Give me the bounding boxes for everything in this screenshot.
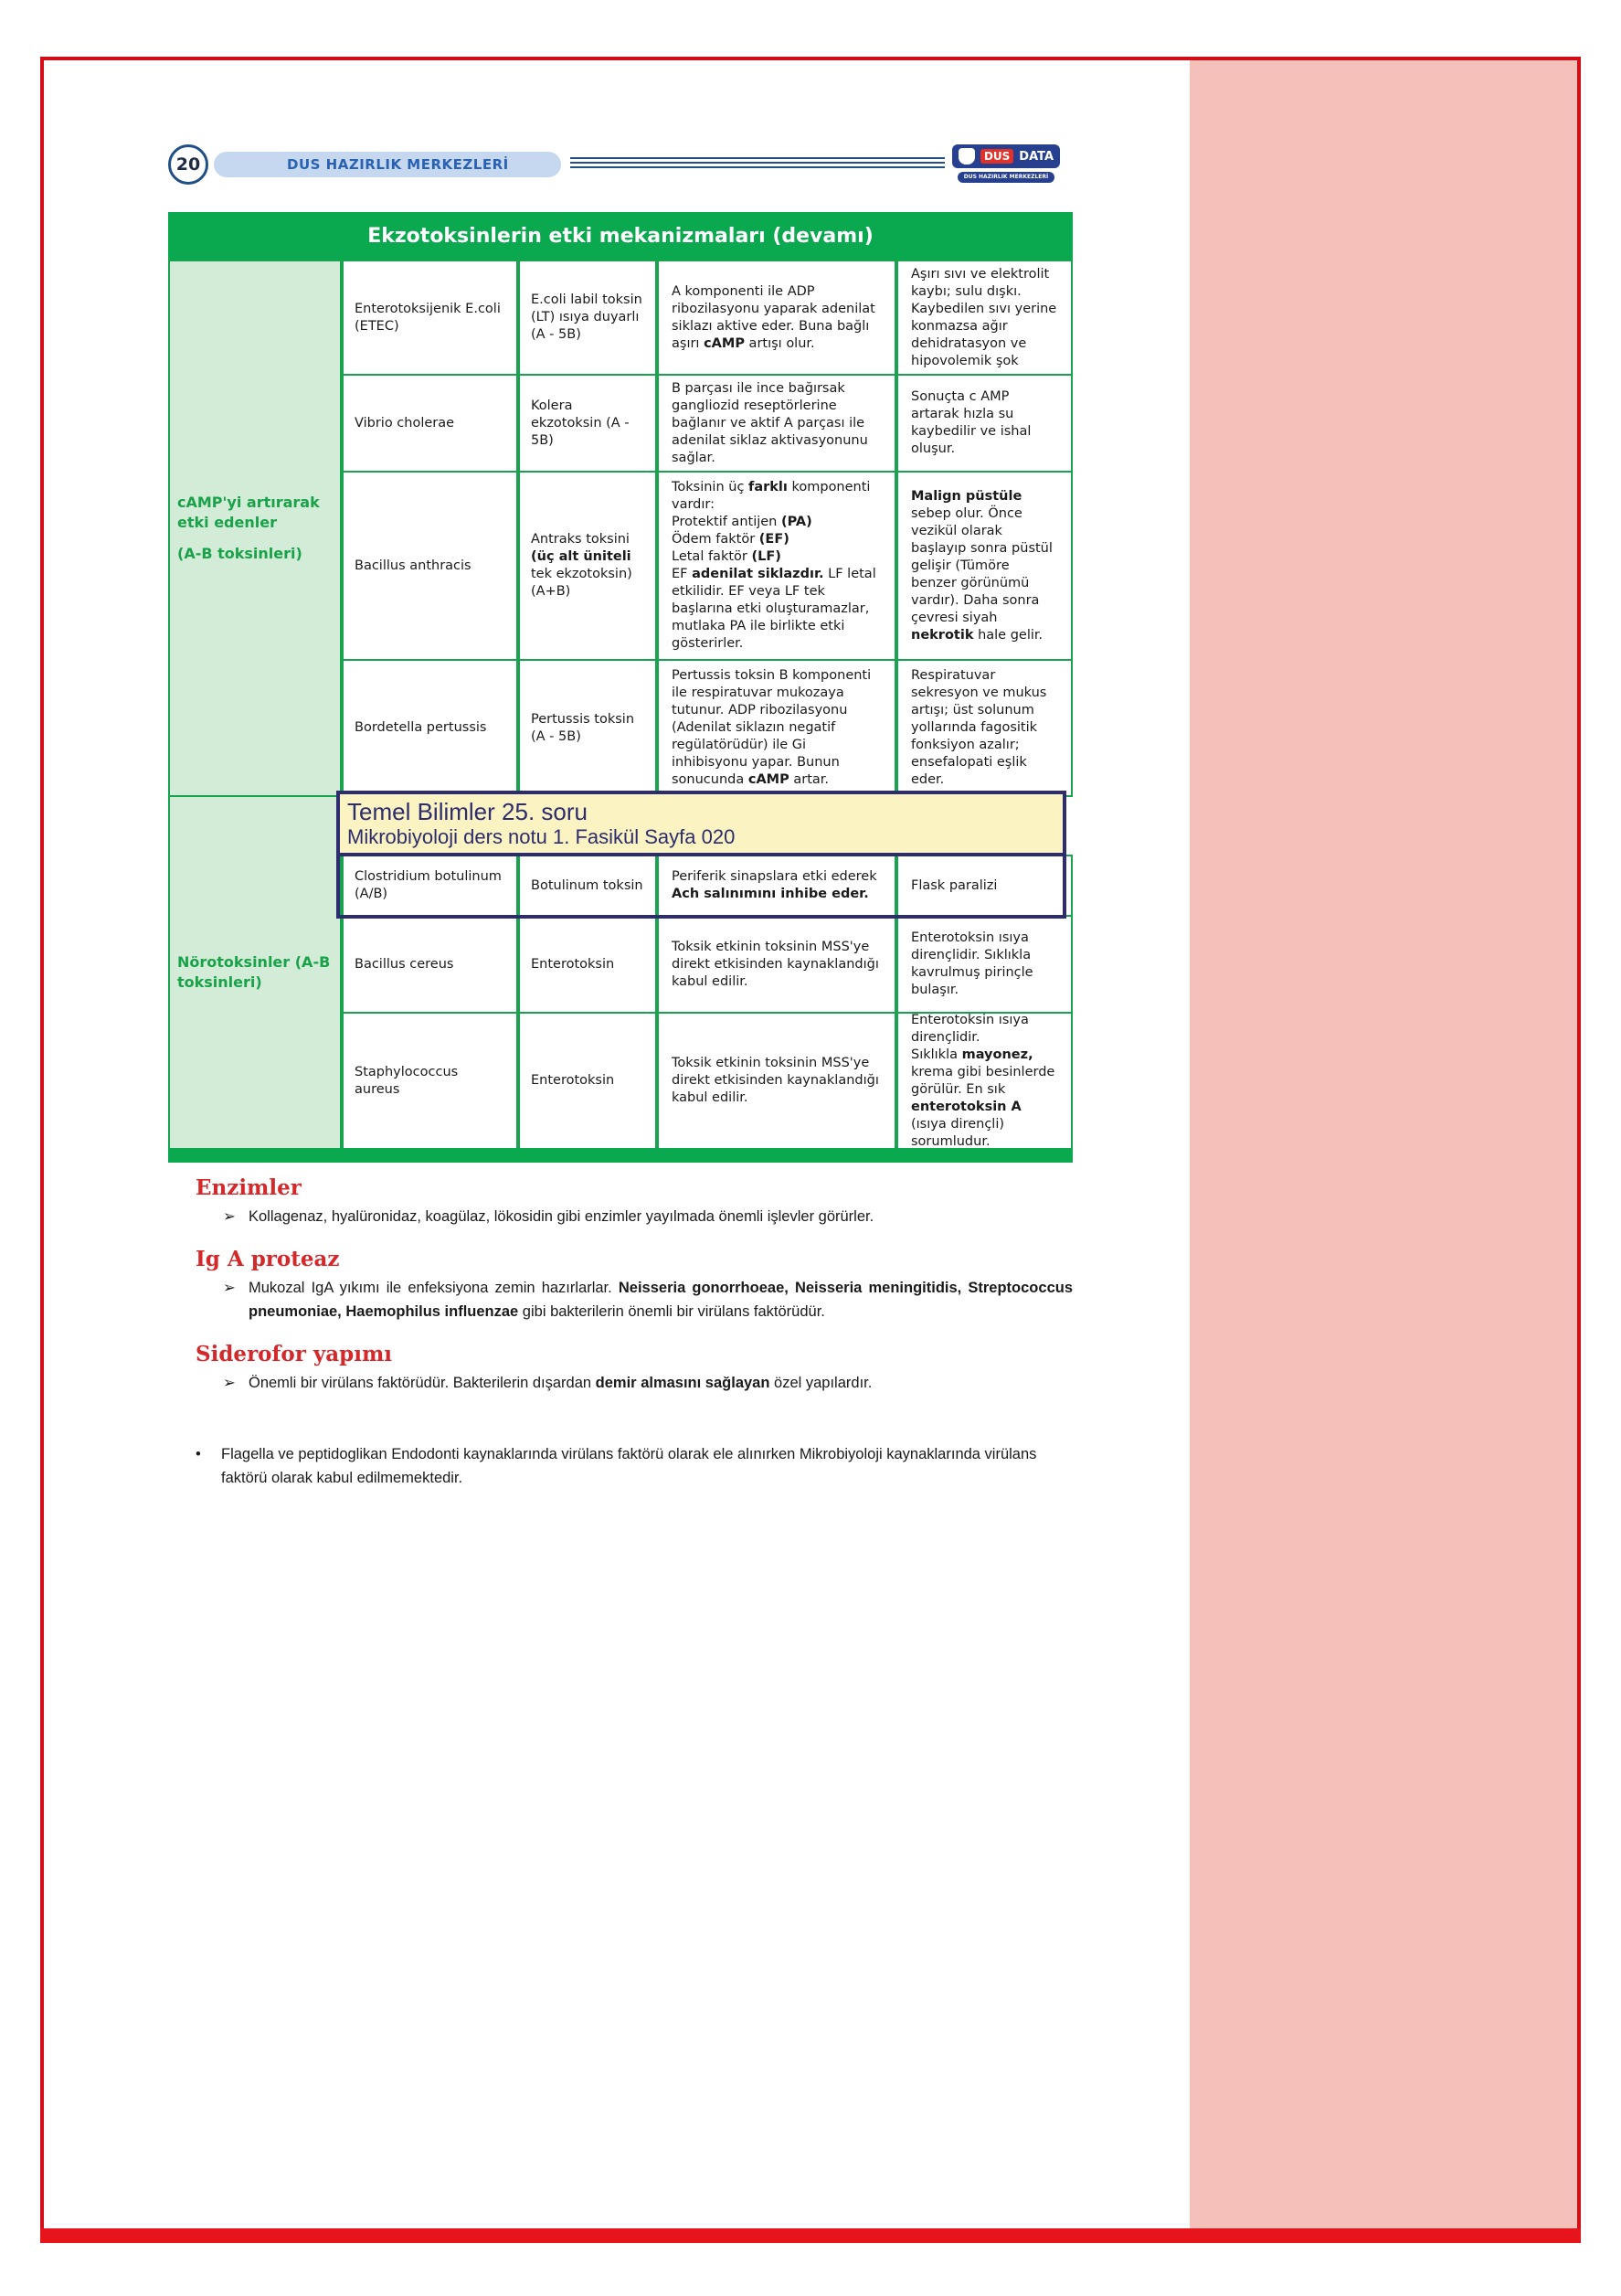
bullet-siderofor: ➢ Önemli bir virülans faktörüdür. Bakterilerin dışardan demir almasını sağlayan özel yapılardır. <box>223 1371 1073 1395</box>
table-row-6-toxin: Enterotoksin <box>518 915 657 1014</box>
table-row-4-effect: Respiratuvar sekresyon ve mukus artışı; üst solunum yollarında fagositik fonksiyon azalır; ensefalopati eşlik eder. <box>896 659 1073 797</box>
page-frame-bottom-bar <box>40 2228 1581 2243</box>
note-flagella: • Flagella ve peptidoglikan Endodonti kaynaklarında virülans faktörü olarak ele alınırken Mikrobiyoloji kaynaklarında virülans faktörü olarak kabul edilmemektedir. <box>196 1442 1073 1490</box>
logo-data: DATA <box>1019 149 1054 164</box>
table-row-5-mechanism: Periferik sinapslara etki ederek Ach salınımını inhibe eder. <box>657 855 896 917</box>
tooth-icon <box>959 148 975 165</box>
table-title: Ekzotoksinlerin etki mekanizmaları (devamı) <box>168 212 1073 260</box>
bullet-enzimler: ➢ Kollagenaz, hyalüronidaz, koagülaz, lökosidin gibi enzimler yayılmada önemli işlevler görürler. <box>223 1205 1073 1228</box>
category-camp <box>168 260 342 797</box>
category-neurotoxins-label: Nörotoksinler (A-B toksinleri) <box>177 953 331 991</box>
table-row-5-organism: Clostridium botulinum (A/B) <box>342 855 518 917</box>
table-row-2-mechanism: B parçası ile ince bağırsak gangliozid reseptörlerine bağlanır ve aktif A parçası ile adenilat siklaz aktivasyonunu sağlar. <box>657 374 896 473</box>
table-row-6-mechanism: Toksik etkinin toksinin MSS'ye direkt etkisinden kaynaklandığı kabul edilir. <box>657 915 896 1014</box>
category-camp-label: cAMP'yi artırarak etki edenler <box>177 494 320 531</box>
arrow-bullet-icon: ➢ <box>223 1280 236 1296</box>
logo-dus: DUS <box>980 149 1013 164</box>
table-row-2-effect: Sonuçta c AMP artarak hızla su kaybedilir ve ishal oluşur. <box>896 374 1073 473</box>
page-number: 20 <box>168 144 208 185</box>
category-camp-sublabel: (A-B toksinleri) <box>177 545 302 562</box>
table-row-7-mechanism: Toksik etkinin toksinin MSS'ye direkt etkisinden kaynaklandığı kabul edilir. <box>657 1012 896 1150</box>
table-row-4-toxin: Pertussis toksin (A - 5B) <box>518 659 657 797</box>
table-row-2-toxin: Kolera ekzotoksin (A - 5B) <box>518 374 657 473</box>
dusdata-logo <box>952 144 1062 186</box>
table-row-3-organism: Bacillus anthracis <box>342 471 518 661</box>
table-bottom-bar <box>168 1148 1073 1163</box>
dot-bullet-icon: • <box>196 1446 201 1462</box>
table-row-1-toxin: E.coli labil toksin (LT) ısıya duyarlı (A - 5B) <box>518 260 657 376</box>
table-row-7-organism: Staphylococcus aureus <box>342 1012 518 1150</box>
arrow-bullet-icon: ➢ <box>223 1375 236 1391</box>
table-row-3-effect: Malign püstüle sebep olur. Önce vezikül olarak başlayıp sonra püstül gelişir (Tümöre benzer görünümü vardır). Daha sonra çevresi siyah nekrotik hale gelir. <box>896 471 1073 661</box>
bullet-iga: ➢ Mukozal IgA yıkımı ile enfeksiyona zemin hazırlarlar. Neisseria gonorrhoeae, Neisseria meningitidis, Streptococcus pneumoniae, Haemophilus influenzae gibi bakterilerin önemli bir virülans faktörüdür. <box>223 1276 1073 1323</box>
table-row-5-effect: Flask paralizi <box>896 855 1073 917</box>
table-row-6-effect: Enterotoksin ısıya dirençlidir. Sıklıkla kavrulmuş pirinçle bulaşır. <box>896 915 1073 1014</box>
section-title-enzimler: Enzimler <box>196 1175 302 1200</box>
table-row-4-organism: Bordetella pertussis <box>342 659 518 797</box>
section-title-iga: Ig A proteaz <box>196 1247 340 1271</box>
table-row-3-mechanism: Toksinin üç farklı komponenti vardır: Protektif antijen (PA) Ödem faktör (EF) Letal faktör (LF) EF adenilat siklazdır. LF letal etkilidir. EF veya LF tek başlarına etki oluşturamazlar, mutlaka PA ile birlikte etki gösterirler. <box>657 471 896 661</box>
arrow-bullet-icon: ➢ <box>223 1208 236 1225</box>
annotation-line-1: Temel Bilimler 25. soru <box>347 798 588 825</box>
table-row-5-toxin: Botulinum toksin <box>518 855 657 917</box>
table-row-7-effect: Enterotoksin ısıya dirençlidir. Sıklıkla mayonez, krema gibi besinlerde görülür. En sık enterotoksin A (ısıya dirençli) sorumludur. <box>896 1012 1073 1150</box>
header-rule-lines <box>570 157 945 170</box>
table-row-2-organism: Vibrio cholerae <box>342 374 518 473</box>
table-row-3-toxin: Antraks toksini (üç alt üniteli tek ekzotoksin) (A+B) <box>518 471 657 661</box>
page-header <box>168 144 1073 186</box>
section-title-siderofor: Siderofor yapımı <box>196 1342 393 1366</box>
table-row-1-effect: Aşırı sıvı ve elektrolit kaybı; sulu dışkı. Kaybedilen sıvı yerine konmazsa ağır dehidratasyon ve hipovolemik şok <box>896 260 1073 376</box>
annotation-overlay <box>336 791 1066 856</box>
logo-subtitle: DUS HAZIRLIK MERKEZLERİ <box>958 172 1054 183</box>
table-row-6-organism: Bacillus cereus <box>342 915 518 1014</box>
table-row-1-mechanism: A komponenti ile ADP ribozilasyonu yaparak adenilat siklazı aktive eder. Buna bağlı aşırı cAMP artışı olur. <box>657 260 896 376</box>
table-row-1-organism: Enterotoksijenik E.coli (ETEC) <box>342 260 518 376</box>
annotation-line-2: Mikrobiyoloji ders notu 1. Fasikül Sayfa 020 <box>347 825 736 848</box>
header-title: DUS HAZIRLIK MERKEZLERİ <box>287 156 509 173</box>
table-row-7-toxin: Enterotoksin <box>518 1012 657 1150</box>
table-row-4-mechanism: Pertussis toksin B komponenti ile respiratuvar mukozaya tutunur. ADP ribozilasyonu (Adenilat siklazın negatif regülatörüdür) ile Gi inhibisyonu yapar. Bunun sonucunda cAMP artar. <box>657 659 896 797</box>
category-neurotoxins <box>168 795 342 1150</box>
